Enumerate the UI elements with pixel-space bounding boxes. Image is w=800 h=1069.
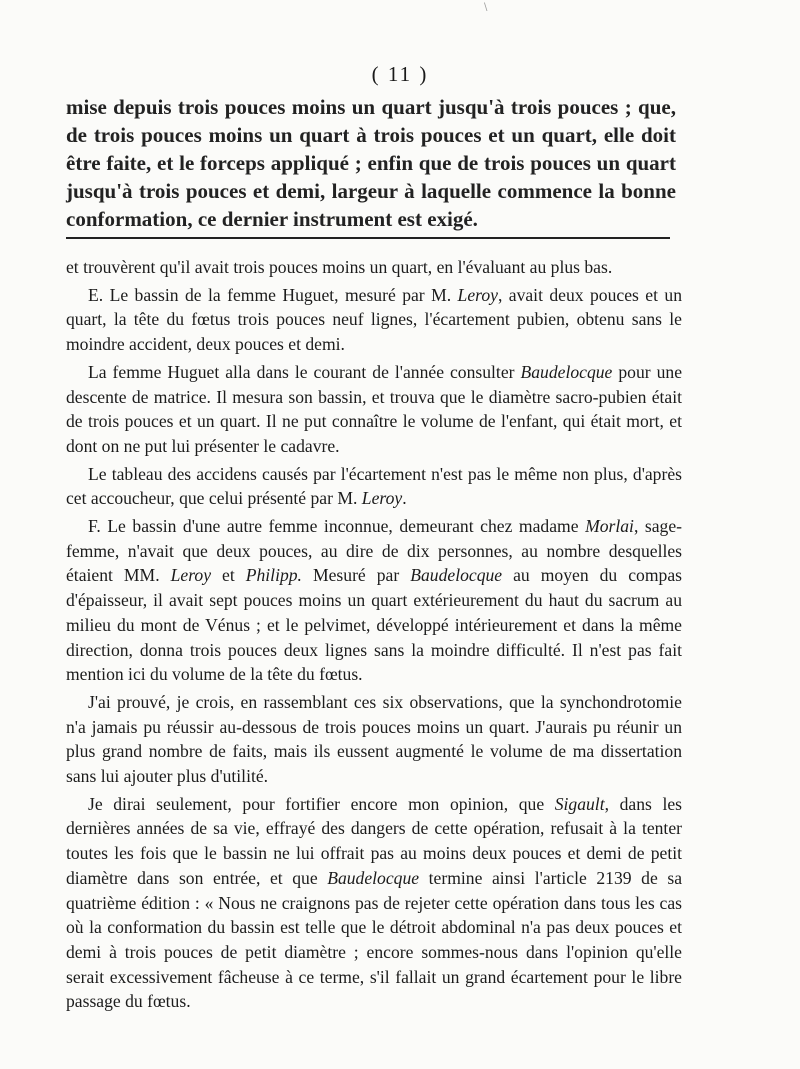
paragraph-1: et trouvèrent qu'il avait trois pouces moins un quart, en l'évaluant au plus bas. [66,257,613,277]
main-text [66,255,682,1017]
paragraph-7: Je dirai seulement, pour fortifier encore mon opinion, que Sigault, dans les dernières années de sa vie, effrayé des dangers de cette opération, refusait à la tenter toutes les fois que le bassin ne lui offrait pas au moins deux pouces et demi de petit diamètre dans son entrée, et que Baudelocque termine ainsi l'article 2139 de sa quatrième édition : « Nous ne craignons pas de rejeter cette opération dans tous les cas où la conformation du bassin est telle que le détroit abdominal n'a pas deux pouces et demi à trois pouces de petit diamètre ; encore sommes-nous dans l'opinion qu'elle serait excessivement fâcheuse à ce terme, s'il fallait un grand écartement pour le libre passage du fœtus. [66,793,682,1012]
paragraph-3: La femme Huguet alla dans le courant de l'année consulter Baudelocque pour une descente de matrice. Il mesura son bassin, et trouva que le diamètre sacro-pubien était de trois pouces et un quart. Il ne put connaître le volume de l'enfant, qui était mort, et dont on ne put lui présenter le cadavre. [66,361,683,456]
section-rule [66,237,670,239]
top-paragraph: mise depuis trois pouces moins un quart jusqu'à trois pouces ; que, de trois pouces moins un quart à trois pouces et un quart, elle doit être faite, et le forceps appliqué ; enfin que de trois pouces un quart jusqu'à trois pouces et demi, largeur à laquelle commence la bonne conformation, ce dernier instrument est exigé. [66,95,676,231]
paragraph-6: J'ai prouvé, je crois, en rassemblant ces six observations, que la synchondrotomie n'a jamais pu réussir au-dessous de trois pouces moins un quart. J'aurais pu réunir un plus grand nombre de faits, mais ils eussent augmenté le volume de ma dissertation sans lui ajouter plus d'utilité. [66,691,682,787]
page-number: ( 11 ) [371,62,429,86]
paragraph-5: F. Le bassin d'une autre femme inconnue, demeurant chez madame Morlai, sage-femme, n'avait que deux pouces, au dire de dix personnes, au nombre desquelles étaient MM. Leroy et Philipp. Mesuré par Baudelocque au moyen du compas d'épaisseur, il avait sept pouces moins un quart extérieurement du haut du sacrum au milieu du mont de Vénus ; et le pelvimet, développé intérieurement et dans la même direction, donna trois pouces deux lignes sans la moindre difficulté. Il n'est pas fait mention ici du volume de la tête du fœtus. [66,516,682,685]
paragraph-2: E. Le bassin de la femme Huguet, mesuré par M. Leroy, avait deux pouces et un quart, la tête du fœtus trois pouces neuf lignes, l'écartement pubien, obtenu sans le moindre accident, deux pouces et demi. [66,284,682,355]
scan-mark: \ [484,2,488,13]
paragraph-4: Le tableau des accidens causés par l'écartement n'est pas le même non plus, d'après cet accoucheur, que celui présenté par M. Leroy. [66,463,682,509]
